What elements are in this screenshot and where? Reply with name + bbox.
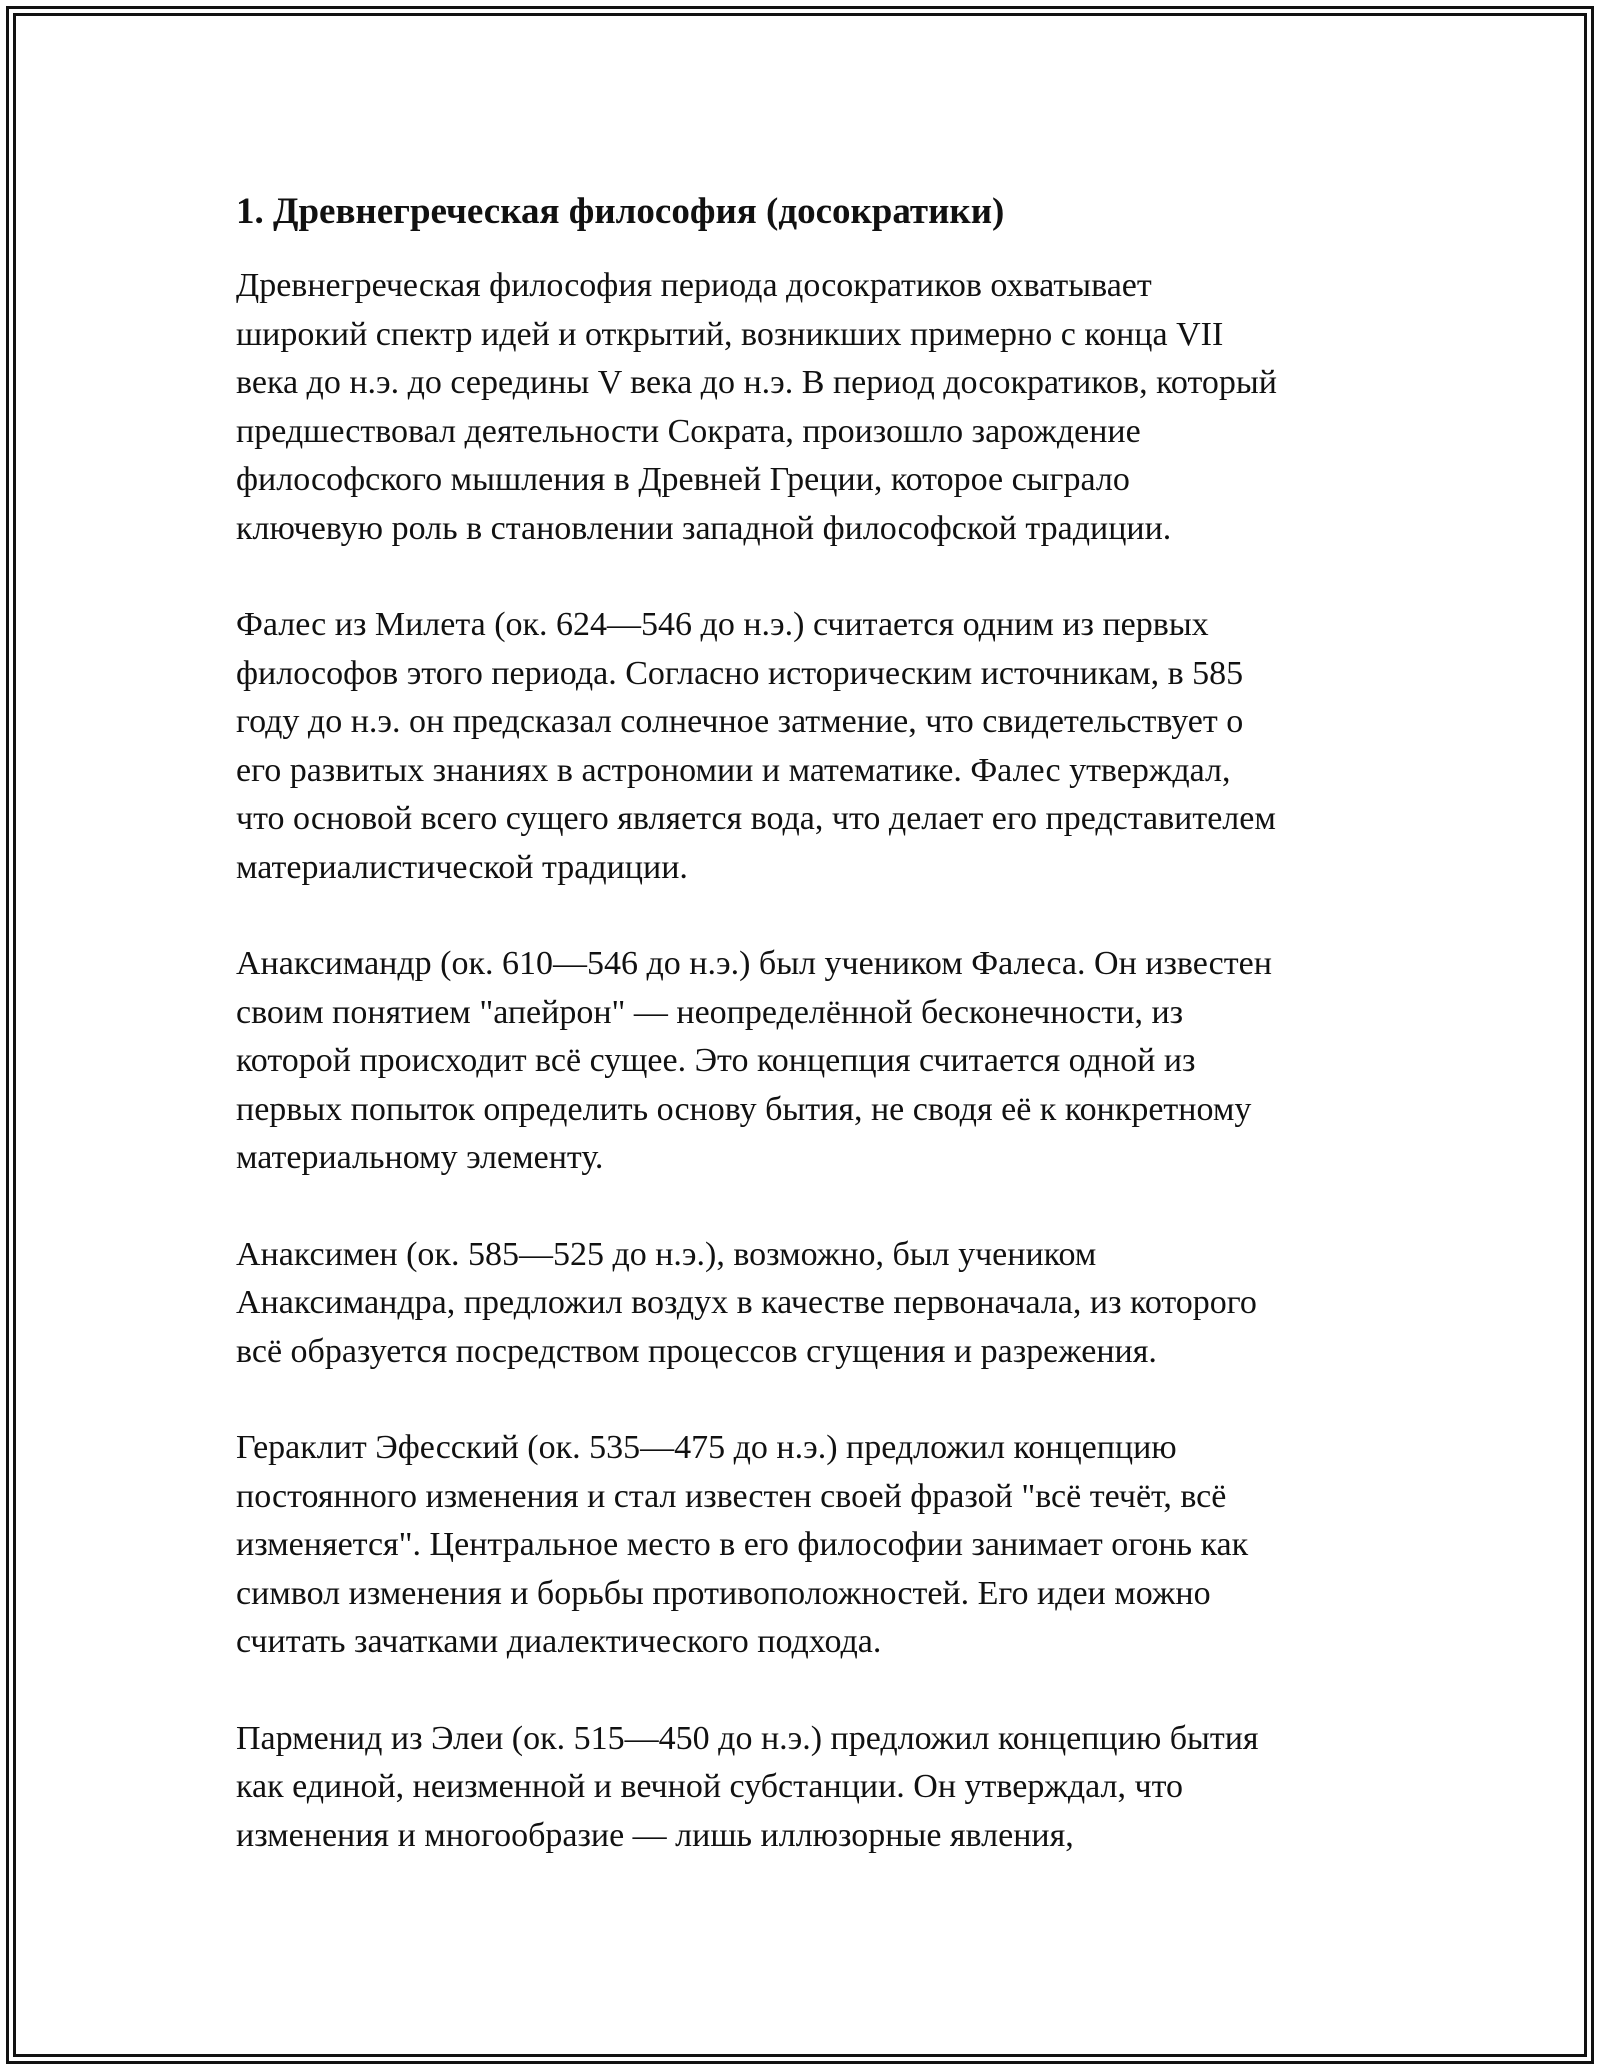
text-line: материалистической традиции. [236, 848, 688, 886]
paragraph-heraclitus [236, 1424, 1384, 1667]
text-line: философов этого периода. Согласно историческим источникам, в 585 [236, 654, 1244, 692]
document-body [236, 188, 1384, 1908]
text-line: которой происходит всё сущее. Это концепция считается одной из [236, 1042, 1196, 1079]
text-line: году до н.э. он предсказал солнечное затмение, что свидетельствует о [236, 703, 1244, 740]
text-line: предшествовал деятельности Сократа, произошло зарождение [236, 412, 1141, 450]
text-line: Анаксимандра, предложил воздух в качестве первоначала, из которого [236, 1284, 1257, 1321]
text-line: всё образуется посредством процессов сгущения и разрежения. [236, 1332, 1157, 1370]
text-line: постоянного изменения и стал известен своей фразой "всё течёт, всё [236, 1477, 1227, 1515]
text-line: Фалес из Милета (ок. 624—546 до н.э.) считается одним из первых [236, 606, 1209, 643]
text-line: что основой всего сущего является вода, что делает его представителем [236, 800, 1276, 837]
text-line: Гераклит Эфесский (ок. 535—475 до н.э.) предложил концепцию [236, 1429, 1177, 1466]
text-line: его развитых знаниях в астрономии и математике. Фалес утверждал, [236, 751, 1231, 789]
paragraph-parmenides [236, 1715, 1384, 1861]
text-line: широкий спектр идей и открытий, возникших примерно с конца VII [236, 315, 1224, 353]
section-title: 1. Древнегреческая философия (досократики) [236, 191, 1005, 232]
text-line: первых попыток определить основу бытия, не сводя её к конкретному [236, 1090, 1252, 1128]
paragraph-presocratics-intro [236, 262, 1384, 553]
text-line: Анаксимен (ок. 585—525 до н.э.), возможно, был учеником [236, 1235, 1097, 1273]
paragraph-thales [236, 601, 1384, 892]
text-line: Парменид из Элеи (ок. 515—450 до н.э.) предложил концепцию бытия [236, 1719, 1259, 1757]
text-line: Анаксимандр (ок. 610—546 до н.э.) был учеником Фалеса. Он известен [236, 945, 1272, 982]
text-line: изменяется". Центральное место в его философии занимает огонь как [236, 1526, 1249, 1563]
text-line: считать зачатками диалектического подхода. [236, 1623, 882, 1660]
text-line: материальному элементу. [236, 1139, 604, 1176]
text-line: изменения и многообразие — лишь иллюзорные явления, [236, 1816, 1074, 1854]
text-line: Древнегреческая философия периода досократиков охватывает [236, 267, 1152, 304]
text-line: символ изменения и борьбы противоположностей. Его идеи можно [236, 1574, 1211, 1612]
paragraph-anaximander [236, 940, 1384, 1183]
text-line: как единой, неизменной и вечной субстанции. Он утверждал, что [236, 1768, 1183, 1805]
text-line: философского мышления в Древней Греции, которое сыграло [236, 461, 1130, 498]
text-line: своим понятием "апейрон" — неопределённой бесконечности, из [236, 993, 1184, 1031]
paragraph-anaximenes [236, 1231, 1384, 1377]
text-line: ключевую роль в становлении западной философской традиции. [236, 509, 1172, 547]
text-line: века до н.э. до середины V века до н.э. В период досократиков, который [236, 364, 1277, 401]
